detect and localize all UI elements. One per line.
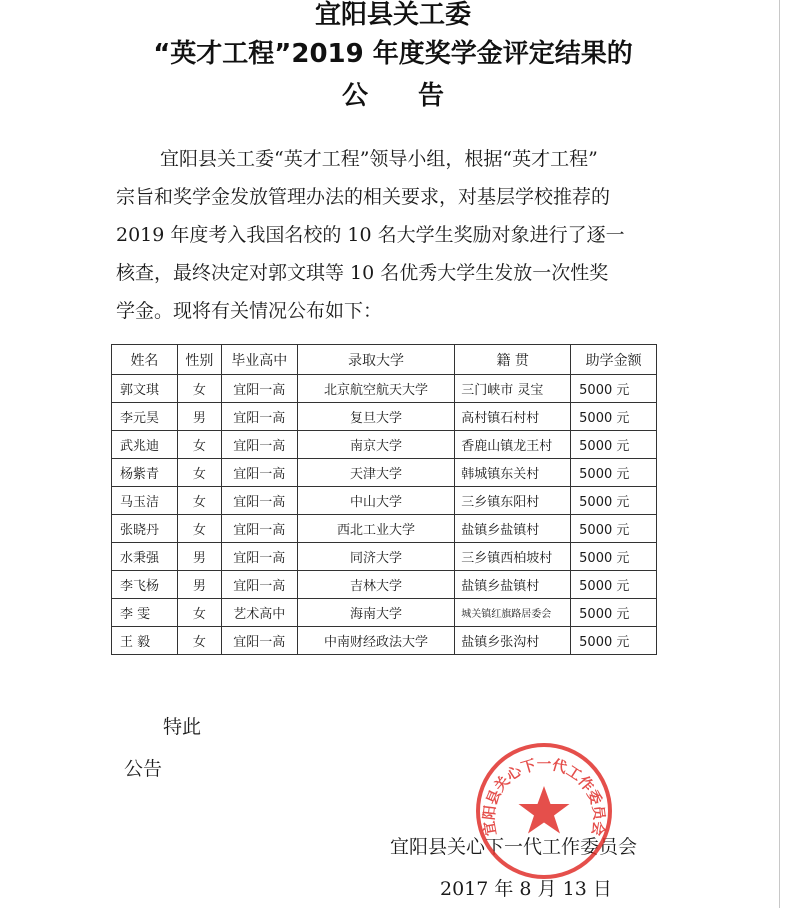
scholarship-table	[111, 344, 657, 655]
cell-hometown: 高村镇石村村	[455, 403, 571, 431]
cell-gender: 女	[177, 515, 221, 543]
cell-amount: 5000 元	[571, 515, 657, 543]
title-line-1: 宜阳县关工委	[314, 0, 471, 30]
cell-university: 南京大学	[297, 431, 455, 459]
cell-amount: 5000 元	[571, 599, 657, 627]
header-school: 毕业高中	[221, 345, 297, 375]
committee-signature: 宜阳县关心下一代工作委员会	[390, 836, 638, 858]
cell-amount: 5000 元	[571, 571, 657, 599]
cell-university: 吉林大学	[297, 571, 455, 599]
cell-gender: 男	[177, 403, 221, 431]
table-row	[112, 543, 657, 571]
cell-amount: 5000 元	[571, 431, 657, 459]
closing-special: 特此	[163, 716, 202, 738]
paragraph-line: 2019 年度考入我国名校的 10 名大学生奖励对象进行了逐一	[116, 224, 625, 246]
cell-name: 郭文琪	[112, 375, 178, 403]
cell-name: 李元昊	[112, 403, 178, 431]
paragraph-line: 核查，最终决定对郭文琪等 10 名优秀大学生发放一次性奖	[116, 262, 609, 284]
cell-amount: 5000 元	[571, 543, 657, 571]
cell-hometown: 盐镇乡张沟村	[455, 627, 571, 655]
cell-school: 宜阳一高	[221, 403, 297, 431]
table-row	[112, 375, 657, 403]
cell-amount: 5000 元	[571, 487, 657, 515]
header-name: 姓名	[112, 345, 178, 375]
cell-gender: 女	[177, 487, 221, 515]
intro-paragraph	[116, 140, 676, 330]
table-row	[112, 431, 657, 459]
cell-hometown: 韩城镇东关村	[455, 459, 571, 487]
seal-star-icon	[519, 786, 570, 834]
cell-school: 宜阳一高	[221, 487, 297, 515]
cell-amount: 5000 元	[571, 375, 657, 403]
cell-hometown: 三乡镇西柏坡村	[455, 543, 571, 571]
notice-date: 2017 年 8 月 13 日	[440, 878, 612, 900]
header-university: 录取大学	[297, 345, 455, 375]
cell-school: 宜阳一高	[221, 515, 297, 543]
cell-university: 海南大学	[297, 599, 455, 627]
cell-name: 杨紫青	[112, 459, 178, 487]
cell-school: 宜阳一高	[221, 627, 297, 655]
header-amount: 助学金额	[571, 345, 657, 375]
table-row	[112, 599, 657, 627]
cell-gender: 男	[177, 571, 221, 599]
page-edge	[779, 0, 780, 908]
cell-name: 武兆迪	[112, 431, 178, 459]
cell-gender: 女	[177, 599, 221, 627]
cell-university: 复旦大学	[297, 403, 455, 431]
cell-name: 王 毅	[112, 627, 178, 655]
title-line-3: 公告	[341, 81, 494, 111]
cell-university: 中南财经政法大学	[297, 627, 455, 655]
cell-university: 中山大学	[297, 487, 455, 515]
cell-school: 宜阳一高	[221, 543, 297, 571]
table-header-row	[112, 345, 657, 375]
cell-university: 北京航空航天大学	[297, 375, 455, 403]
cell-university: 西北工业大学	[297, 515, 455, 543]
paragraph-line: 学金。现将有关情况公布如下：	[116, 300, 383, 322]
official-seal	[473, 740, 615, 882]
cell-school: 宜阳一高	[221, 431, 297, 459]
table-row	[112, 403, 657, 431]
table-row	[112, 459, 657, 487]
paragraph-line: 宗旨和奖学金发放管理办法的相关要求，对基层学校推荐的	[116, 186, 611, 208]
cell-name: 马玉洁	[112, 487, 178, 515]
table-body	[112, 375, 657, 655]
cell-amount: 5000 元	[571, 459, 657, 487]
cell-amount: 5000 元	[571, 403, 657, 431]
cell-gender: 女	[177, 627, 221, 655]
cell-gender: 女	[177, 375, 221, 403]
table-row	[112, 627, 657, 655]
table-row	[112, 487, 657, 515]
svg-text:宜阳县关心下一代工作委员会: 宜阳县关心下一代工作委员会	[481, 756, 607, 837]
header-gender: 性别	[177, 345, 221, 375]
cell-hometown: 香鹿山镇龙王村	[455, 431, 571, 459]
cell-university: 同济大学	[297, 543, 455, 571]
table-row	[112, 571, 657, 599]
cell-gender: 女	[177, 459, 221, 487]
paragraph-line: 宜阳县关工委“英才工程”领导小组，根据“英才工程”	[160, 148, 598, 170]
cell-hometown: 三乡镇东阳村	[455, 487, 571, 515]
cell-hometown: 盐镇乡盐镇村	[455, 571, 571, 599]
cell-hometown: 城关镇红旗路居委会	[455, 599, 571, 627]
cell-school: 宜阳一高	[221, 571, 297, 599]
cell-amount: 5000 元	[571, 627, 657, 655]
cell-name: 李飞杨	[112, 571, 178, 599]
cell-name: 李 雯	[112, 599, 178, 627]
cell-hometown: 三门峡市 灵宝	[455, 375, 571, 403]
table-row	[112, 515, 657, 543]
title-line-2: “英才工程”2019 年度奖学金评定结果的	[153, 39, 633, 69]
cell-name: 张晓丹	[112, 515, 178, 543]
header-hometown: 籍 贯	[455, 345, 571, 375]
cell-hometown: 盐镇乡盐镇村	[455, 515, 571, 543]
cell-gender: 女	[177, 431, 221, 459]
cell-university: 天津大学	[297, 459, 455, 487]
closing-notice: 公告	[124, 758, 163, 780]
cell-name: 水秉强	[112, 543, 178, 571]
cell-gender: 男	[177, 543, 221, 571]
cell-school: 艺术高中	[221, 599, 297, 627]
cell-school: 宜阳一高	[221, 459, 297, 487]
cell-school: 宜阳一高	[221, 375, 297, 403]
